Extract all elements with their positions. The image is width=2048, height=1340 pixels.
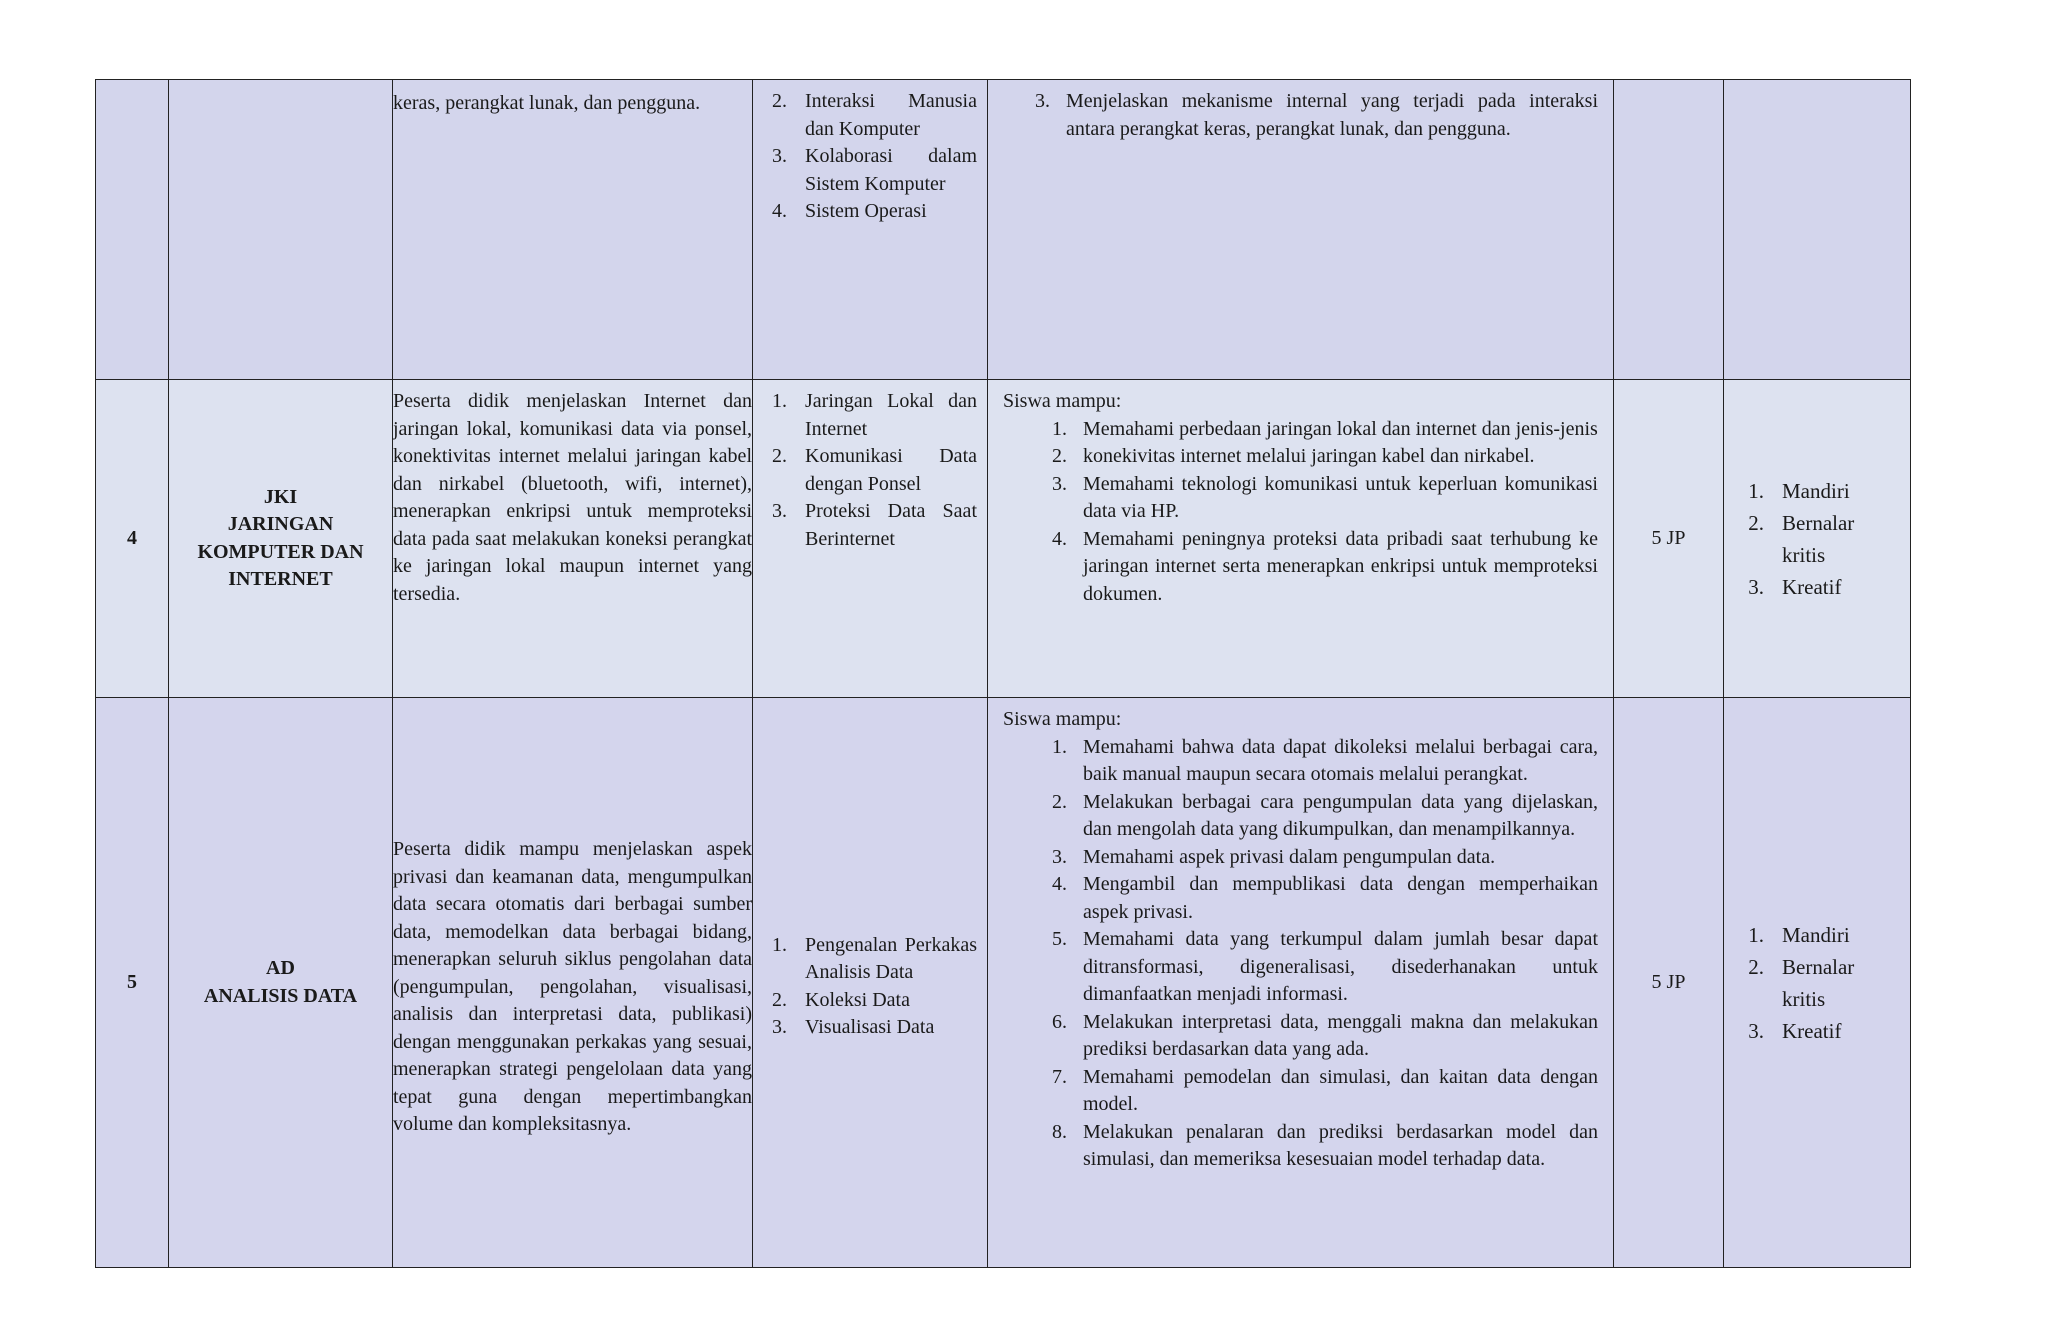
list-item: 2. Bernalar kritis (1748, 510, 1855, 567)
list-item: 3. Memahami aspek privasi dalam pengumpulan data. (1052, 845, 1496, 868)
list-item: 3. Visualisasi Data (772, 1016, 935, 1038)
tujuan-list (1003, 416, 1598, 609)
profil-cell (1724, 80, 1911, 380)
tujuan-cell (988, 80, 1614, 380)
capaian-text: keras, perangkat lunak, dan pengguna. (393, 92, 701, 114)
tujuan-cell (988, 698, 1614, 1268)
element-name-line: INTERNET (228, 568, 333, 590)
list-item: 1. Mandiri (1748, 922, 1850, 947)
list-item: 3. Proteksi Data Saat Berinternet (772, 500, 977, 550)
list-item: 8. Melakukan penalaran dan prediksi berdasarkan model dan simulasi, dan memeriksa kesesuaian model terhadap data. (1052, 1120, 1598, 1170)
list-item: 4. Memahami peningnya proteksi data pribadi saat terhubung ke jaringan internet serta menerapkan enkripsi untuk memproteksi dokumen. (1052, 527, 1598, 605)
capaian-text: Peserta didik mampu menjelaskan aspek privasi dan keamanan data, mengumpulkan data secara otomatis dari berbagai sumber data, memodelkan data berbagai bidang, menerapkan seluruh siklus pengolahan data (pengumpulan, pengolahan, visualisasi, analisis dan interpretasi data, publikasi) dengan menggunakan perkakas yang sesuai, menerapkan strategi pengelolaan data yang tepat guna dengan mepertimbangkan volume dan kompleksitasnya. (393, 838, 752, 1136)
profil-cell (1724, 698, 1911, 1268)
list-item: 1. Jaringan Lokal dan Internet (772, 390, 977, 440)
row-number-cell (96, 80, 169, 380)
element-cell (169, 80, 393, 380)
list-item: 3. Kolaborasi dalam Sistem Komputer (772, 145, 977, 195)
jp-cell: 5 JP (1614, 380, 1724, 698)
element-code: JKI (263, 485, 298, 508)
capaian-cell (393, 80, 753, 380)
list-item: 3. Memahami teknologi komunikasi untuk keperluan komunikasi data via HP. (1052, 472, 1598, 522)
list-item: 5. Memahami data yang terkumpul dalam jumlah besar dapat ditransformasi, digeneralisasi, disederhanakan untuk dimanfaatkan menjadi informasi. (1052, 928, 1598, 1005)
element-name-line: ANALISIS DATA (203, 984, 358, 1007)
jp-cell (1614, 80, 1724, 380)
tujuan-list (986, 88, 1598, 143)
table-row (96, 380, 1911, 698)
jp-cell: 5 JP (1614, 698, 1724, 1268)
materi-list (753, 388, 977, 553)
curriculum-table (95, 79, 1911, 1268)
table-row (96, 80, 1911, 380)
list-item: 4. Mengambil dan mempublikasi data dengan memperhaikan aspek privasi. (1052, 873, 1598, 923)
list-item: 1. Mandiri (1748, 478, 1850, 503)
profil-list (1724, 919, 1900, 1047)
capaian-cell (393, 380, 753, 698)
materi-cell (753, 380, 988, 698)
tujuan-intro: Siswa mampu: (1003, 708, 1122, 730)
profil-cell (1724, 380, 1911, 698)
materi-list (753, 932, 977, 1042)
list-item: 1. Memahami perbedaan jaringan lokal dan internet dan jenis-jenis (1052, 417, 1598, 440)
list-item: 2. Interaksi Manusia dan Komputer (772, 90, 977, 140)
list-item: 2. Komunikasi Data dengan Ponsel (772, 445, 977, 495)
list-item: 7. Memahami pemodelan dan simulasi, dan kaitan data dengan model. (1052, 1065, 1598, 1115)
tujuan-intro: Siswa mampu: (1003, 390, 1122, 412)
list-item: 2. konekivitas internet melalui jaringan kabel dan nirkabel. (1052, 445, 1535, 467)
materi-cell (753, 80, 988, 380)
tujuan-list (1003, 734, 1598, 1174)
capaian-text: Peserta didik menjelaskan Internet dan jaringan lokal, komunikasi data via ponsel, konektivitas internet melalui jaringan kabel dan nirkabel (bluetooth, wifi, internet), menerapkan enkripsi untuk memproteksi data pada saat melakukan koneksi perangkat ke jaringan lokal maupun internet yang tersedia. (393, 390, 752, 605)
profil-list (1724, 475, 1900, 603)
materi-cell (753, 698, 988, 1268)
element-code: AD (266, 957, 295, 979)
list-item: 2. Bernalar kritis (1748, 954, 1855, 1011)
tujuan-cell (988, 380, 1614, 698)
row-number-cell: 4 (96, 380, 169, 698)
materi-list (753, 88, 977, 226)
table-body (96, 80, 1911, 1268)
list-item: 4. Sistem Operasi (772, 200, 927, 222)
row-number-cell: 5 (96, 698, 169, 1268)
element-cell (169, 698, 393, 1268)
list-item: 1. Memahami bahwa data dapat dikoleksi melalui berbagai cara, baik manual maupun secara otomais melalui perangkat. (1052, 735, 1598, 785)
list-item: 2. Melakukan berbagai cara pengumpulan data yang dijelaskan, dan mengolah data yang dikumpulkan, dan menampilkannya. (1052, 790, 1598, 840)
element-name-line: KOMPUTER DAN (197, 540, 364, 563)
list-item: 3. Kreatif (1748, 574, 1842, 599)
table-row (96, 698, 1911, 1268)
element-name-line: JARINGAN (227, 513, 334, 535)
capaian-cell (393, 698, 753, 1268)
list-item: 6. Melakukan interpretasi data, menggali makna dan melakukan prediksi berdasarkan data yang ada. (1052, 1010, 1598, 1060)
list-item: 1. Pengenalan Perkakas Analisis Data (772, 933, 977, 983)
list-item: 2. Koleksi Data (772, 988, 910, 1011)
element-cell (169, 380, 393, 698)
list-item: 3. Menjelaskan mekanisme internal yang terjadi pada interaksi antara perangkat keras, perangkat lunak, dan pengguna. (1035, 90, 1598, 140)
list-item: 3. Kreatif (1748, 1018, 1842, 1043)
